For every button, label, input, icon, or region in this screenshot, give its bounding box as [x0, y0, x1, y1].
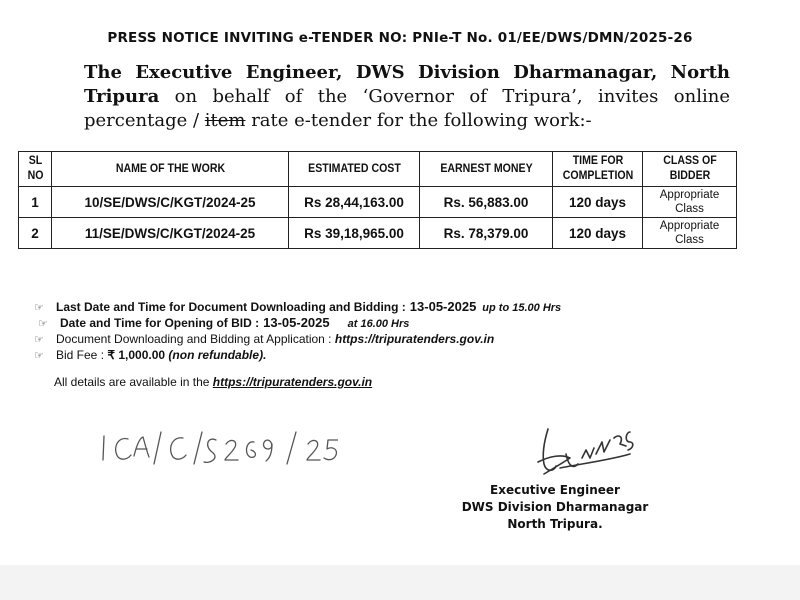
list-item: [34, 331, 754, 347]
notice-header: PRESS NOTICE INVITING e-TENDER NO: PNIe-T No. 01/EE/DWS/DMN/2025-26: [107, 30, 693, 46]
opening-time: at 16.00 Hrs: [347, 318, 410, 330]
details-label: All details are available in the: [54, 375, 210, 389]
cell-earnest-money: Rs. 56,883.00: [420, 187, 553, 218]
signatory-division: DWS Division Dharmanagar: [461, 500, 649, 514]
opening-date-value: 13-05-2025: [263, 315, 330, 330]
handwritten-reference-text: ICA/C/269/25: [98, 422, 105, 423]
cell-estimated-cost: Rs 28,44,163.00: [289, 187, 420, 218]
bid-fee-note: (non refundable).: [168, 348, 267, 362]
col-name-of-work: NAME OF THE WORK: [61, 152, 279, 187]
pointing-hand-icon: ☞: [34, 302, 44, 314]
table-row: [19, 218, 737, 249]
pointing-hand-icon: ☞: [34, 350, 44, 362]
cell-estimated-cost: Rs 39,18,965.00: [289, 218, 420, 249]
last-date-time: up to 15.00 Hrs: [482, 302, 562, 314]
list-item: [34, 299, 754, 315]
details-link[interactable]: https://tripuratenders.gov.in: [212, 375, 373, 389]
signature-date-text: 22/4/25: [530, 424, 534, 425]
cell-sl: 1: [19, 187, 52, 218]
signatory-location: North Tripura.: [507, 517, 603, 531]
bid-fee-label: Bid Fee :: [56, 348, 105, 362]
details-availability: [54, 375, 372, 389]
cell-earnest-money: Rs. 78,379.00: [420, 218, 553, 249]
col-earnest-money: EARNEST MONEY: [425, 152, 547, 187]
last-date-label: Last Date and Time for Document Downloading and Bidding :: [56, 300, 406, 314]
intro-text-2: rate e-tender for the following work:-: [245, 110, 592, 131]
col-sl-no: SL NO: [20, 152, 50, 187]
table-row: [19, 187, 737, 218]
intro-text-1: on behalf of the ‘Governor of Tripura’, invites online percentage /: [84, 86, 730, 131]
cell-bidder-class: Appropriate Class: [643, 187, 737, 218]
cell-bidder-class: Appropriate Class: [643, 218, 737, 249]
download-link[interactable]: https://tripuratenders.gov.in: [334, 332, 495, 346]
cell-work-name: 11/SE/DWS/C/KGT/2024-25: [52, 218, 289, 249]
opening-date-label: Date and Time for Opening of BID :: [60, 316, 260, 330]
intro-struck-word: item: [204, 110, 246, 131]
works-table: [18, 151, 737, 249]
cell-sl: 2: [19, 218, 52, 249]
notice-details-list: [34, 299, 754, 363]
col-time-for-completion: TIME FOR COMPLETION: [556, 152, 639, 187]
cell-work-name: 10/SE/DWS/C/KGT/2024-25: [52, 187, 289, 218]
cell-completion-time: 120 days: [553, 187, 643, 218]
signatory-designation: Executive Engineer: [490, 483, 620, 497]
notice-intro: [84, 61, 730, 133]
list-item: [34, 347, 754, 363]
list-item: [34, 315, 754, 331]
pointing-hand-icon: ☞: [34, 334, 44, 346]
pointing-hand-icon: ☞: [38, 318, 48, 330]
signatory-block: [455, 482, 655, 533]
download-label: Document Downloading and Bidding at Application :: [56, 332, 332, 346]
bid-fee-value: ₹ 1,000.00: [107, 348, 166, 362]
table-header-row: [19, 152, 737, 187]
intro-issuer: The Executive Engineer, DWS Division Dharmanagar, North Tripura: [84, 62, 730, 107]
cell-completion-time: 120 days: [553, 218, 643, 249]
col-class-of-bidder: CLASS OF BIDDER: [646, 152, 732, 187]
handwritten-reference: [98, 422, 338, 470]
col-estimated-cost: ESTIMATED COST: [294, 152, 415, 187]
last-date-value: 13-05-2025: [409, 299, 477, 314]
signature-image: [530, 424, 650, 484]
